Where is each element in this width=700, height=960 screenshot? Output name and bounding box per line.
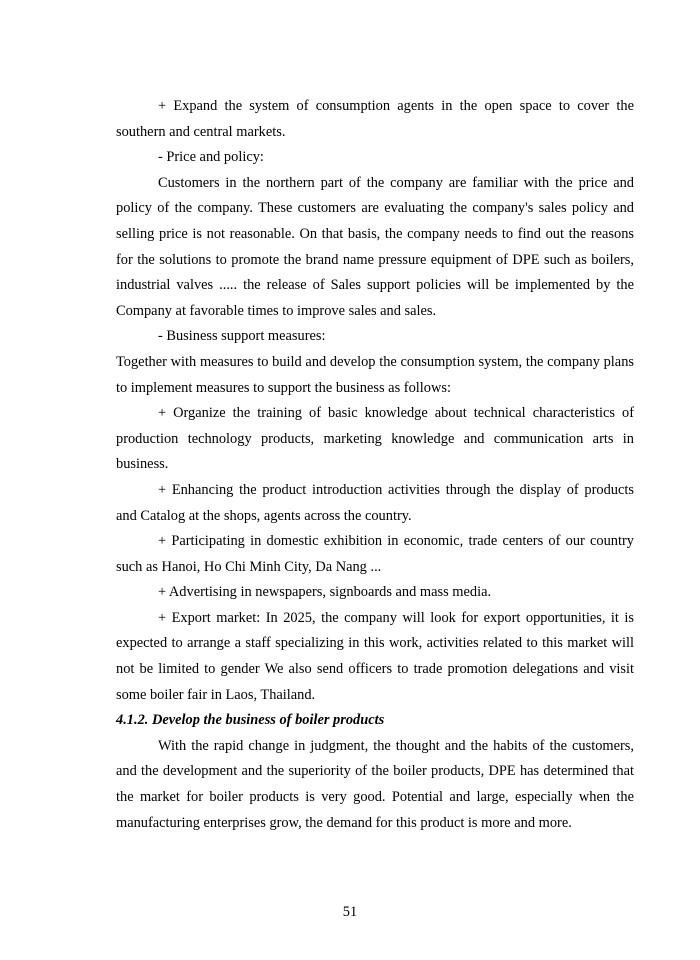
paragraph-enhancing-introduction: + Enhancing the product introduction activities through the display of products and Catalog at the shops, agents across the country.: [116, 481, 634, 524]
paragraph-export-market: + Export market: In 2025, the company will look for export opportunities, it is expected to arrange a staff specializing in this work, activities related to this market will not be limited to gender We also send officers to trade promotion delegations and visit some boiler fair in Laos, Thailand.: [116, 609, 634, 703]
paragraph-together-measures: Together with measures to build and develop the consumption system, the company plans to implement measures to support the business as follows:: [116, 353, 634, 396]
paragraph-price-policy-label: - Price and policy:: [158, 149, 264, 166]
document-page: [116, 94, 634, 836]
section-heading: 4.1.2. Develop the business of boiler products: [116, 712, 385, 729]
paragraph-business-support-label: - Business support measures:: [158, 328, 326, 345]
paragraph-participating-exhibition: + Participating in domestic exhibition in economic, trade centers of our country such as Hanoi, Ho Chi Minh City, Da Nang ...: [116, 533, 634, 575]
paragraph-expand-agents: + Expand the system of consumption agents in the open space to cover the southern and central markets.: [116, 98, 634, 140]
page-number: 51: [342, 904, 358, 920]
paragraph-customers-northern: Customers in the northern part of the company are familiar with the price and policy of the company. These customers are evaluating the company's sales policy and selling price is not reasonable. On that basis, the company needs to find out the reasons for the solutions to promote the brand name pressure equipment of DPE such as boilers, industrial valves ..... the release of Sales support policies will be implemented by the Company at favorable times to improve sales and sales.: [116, 174, 634, 319]
paragraph-rapid-change: With the rapid change in judgment, the thought and the habits of the customers, and the development and the superiority of the boiler products, DPE has determined that the market for boiler products is very good. Potential and large, especially when the manufacturing enterprises grow, the demand for this product is more and more.: [116, 737, 634, 831]
paragraph-advertising: + Advertising in newspapers, signboards and mass media.: [158, 584, 492, 601]
paragraph-organize-training: + Organize the training of basic knowledge about technical characteristics of production technology products, marketing knowledge and communication arts in business.: [116, 405, 634, 473]
